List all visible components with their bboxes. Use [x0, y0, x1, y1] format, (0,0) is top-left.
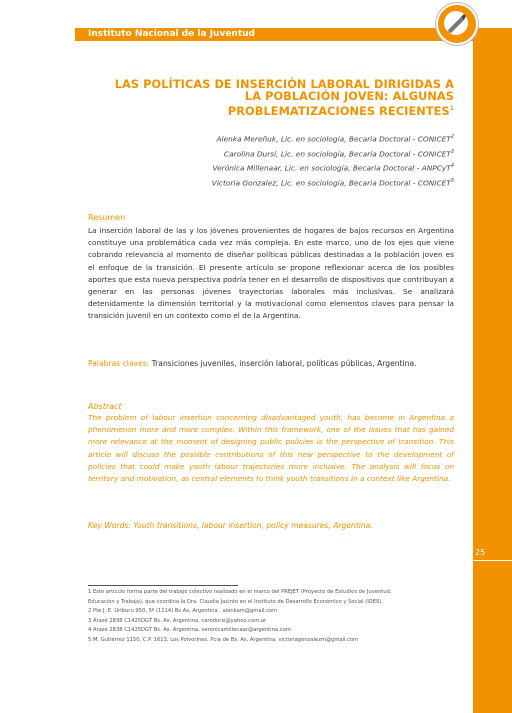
side-top-spacer	[473, 0, 512, 28]
title-line-3-text: PROBLEMATIZACIONES RECIENTES	[227, 104, 450, 118]
author-name: Verónica Millenaar, Lic. en sociología, Becaria Doctoral - ANPCyT	[212, 163, 451, 173]
author-line	[88, 131, 454, 146]
footnote-rule	[88, 585, 238, 586]
pen-nib-icon	[442, 9, 470, 37]
author-line	[88, 175, 454, 190]
author-name: Alenka Mereñuk, Lic. en sociología, Becaria Doctoral - CONICET	[216, 134, 451, 144]
palabras-claves-text: Transiciones juveniles, inserción laboral, políticas públicas, Argentina.	[149, 359, 417, 368]
palabras-claves	[88, 359, 458, 368]
author-footnote-mark: 2	[450, 134, 454, 140]
resumen-heading: Resumen	[88, 213, 126, 222]
author-line	[88, 146, 454, 161]
page-number: 25	[475, 548, 486, 557]
footnote-line: Educación y Trabajo), que coordina la Dra. Claudia Jacinto en el Instituto de Desarrollo Económico y Social (IDES).	[88, 598, 383, 605]
abstract-text: The problem of labour insertion concerning disadvantaged youth, has become in Argentina a phenomenon more and more complex. Within this framework, one of the issues that has gained more relevance at the moment of designing public policies is the perspective of transition. This article will discuss the possible contributions of this new perspective to the development of policies that could make youth labour trajectories more inclusive. The analysis will focus on territory and motivation, as central elements to think youth transitions in a context like Argentina.	[88, 413, 454, 484]
abstract-heading: Abstract	[88, 402, 122, 411]
footnote-line: 3 Arazé 2838 C1425DGT Bs. As. Argentina, carodursi@yahoo.com.ar	[88, 617, 267, 624]
page-number-rule	[473, 560, 512, 561]
title-line-3	[88, 103, 454, 118]
side-accent-bar	[473, 28, 512, 713]
resumen-text: La inserción laboral de las y los jóvenes provenientes de hogares de bajos recursos en Argentina constituye una problemática cada vez más compleja. En este marco, uno de los ejes que viene cobrando relevancia al momento de diseñar políticas públicas destinadas a la población joven es el enfoque de la transición. El presente artículo se propone reflexionar acerca de los posibles aportes que esta nueva perspectiva podría tener en el desarrollo de dispositivos que contribuyan a generar en las personas jóvenes trayectorias laborales más inclusivas. Se analizará detenidamente la dimensión territorial y la motivacional como elementos claves para pensar la transición juvenil en un contexto como el de la Argentina.	[88, 226, 454, 321]
author-list	[88, 131, 454, 190]
article-title	[88, 79, 454, 118]
author-footnote-mark: 4	[450, 163, 454, 170]
institute-name: Instituto Nacional de la Juventud	[88, 29, 255, 39]
author-name: Victoria Gonzalez, Lic. en sociología, Becaria Doctoral - CONICET	[211, 178, 451, 188]
footnote-line: 1 Este artículo forma parte del trabajo colectivo realizado en el marco del PREJET (Proyecto de Estudios de Juventud,	[88, 589, 392, 595]
author-footnote-mark: 5	[450, 178, 454, 185]
palabras-claves-label: Palabras claves:	[88, 359, 150, 368]
title-line-2: LA POBLACIÓN JOVEN: ALGUNAS	[244, 90, 454, 103]
key-words: Key Words: Youth transitions, labour insertion, policy measures, Argentina.	[88, 521, 373, 530]
author-name: Carolina Dursi, Lic. en sociología, Becaria Doctoral - CONICET	[223, 149, 451, 159]
footnote-line: 2 Pte J. E. Uriburu 950, 5º (1114) Bs As, Argentina , alenkam@gmail.com	[88, 608, 278, 614]
author-footnote-mark: 3	[450, 148, 454, 155]
footnote-line: 5 M. Gutiérrez 1150, C.P. 1613, Los Polvorines, Pcia de Bs. As, Argentina, victoriagonzalezm@gmail.com	[88, 636, 359, 643]
footnotes	[88, 588, 460, 645]
title-line-1: LAS POLÍTICAS DE INSERCIÓN LABORAL DIRIGIDAS A	[114, 78, 454, 91]
author-line	[88, 160, 454, 175]
title-footnote-mark: 1	[449, 105, 454, 112]
footnote-line: 4 Arazé 2838 C1425DGT Bs. As. Argentina, veronicamillenaar@argentina.com	[88, 627, 291, 633]
